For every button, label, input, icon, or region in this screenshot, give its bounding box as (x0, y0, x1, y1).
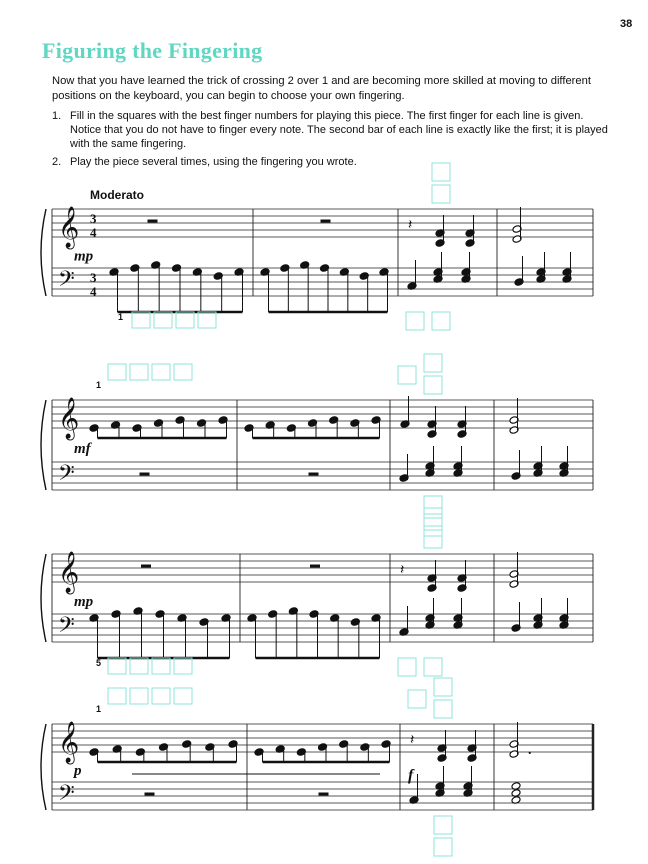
fingering-box (176, 312, 194, 328)
time-signature-bottom: 4 (90, 225, 97, 240)
staff-system (41, 678, 593, 856)
dynamic-marking: mp (74, 594, 94, 610)
fingering-box (432, 185, 450, 203)
time-signature-bottom: 4 (90, 284, 97, 299)
fingering-box (108, 688, 126, 704)
rest-icon (148, 220, 158, 223)
fingering-box (424, 530, 442, 548)
dynamic-marking: mf (74, 441, 91, 457)
fingering-box (174, 688, 192, 704)
brace (41, 400, 46, 490)
tempo-marking: Moderato (90, 188, 144, 202)
quarter-rest-icon: 𝄽 (410, 732, 415, 748)
brace (41, 209, 46, 296)
fingering-box (424, 658, 442, 676)
rest-icon (321, 220, 331, 223)
dynamic-marking: mp (74, 248, 94, 265)
fingering-box (108, 364, 126, 380)
given-finger-number: 1 (96, 380, 102, 390)
bass-clef-icon: 𝄢 (58, 613, 75, 643)
treble-clef-icon: 𝄞 (58, 722, 80, 763)
instruction-number: 1. (52, 110, 62, 122)
quarter-rest-icon: 𝄽 (400, 562, 405, 578)
fingering-box (434, 816, 452, 834)
fingering-box (434, 700, 452, 718)
fingering-box (152, 364, 170, 380)
fingering-box (174, 658, 192, 674)
rest-icon (309, 473, 319, 476)
given-finger-number: 1 (96, 704, 102, 714)
quarter-rest-icon: 𝄽 (408, 217, 413, 233)
rest-icon (145, 793, 155, 796)
bass-clef-icon: 𝄢 (58, 461, 75, 491)
brace (41, 554, 46, 642)
page-title: Figuring the Fingering (42, 38, 263, 63)
dynamic-marking: f (408, 767, 414, 784)
time-signature-top: 3 (90, 270, 97, 285)
fingering-box (434, 678, 452, 696)
instruction-text: Fill in the squares with the best finger numbers for playing this piece. The first finger for each line is given. Notice that you do not have to finger every note. The second bar of each line is exactly like the first; it is played with the same fingering. (70, 110, 608, 151)
given-finger-number: 1 (118, 312, 124, 322)
fingering-box (132, 312, 150, 328)
fingering-box (424, 518, 442, 536)
rest-icon (310, 565, 320, 568)
brace (41, 724, 46, 810)
fingering-box (398, 658, 416, 676)
given-finger-number: 5 (96, 658, 102, 668)
page-number: 38 (620, 18, 633, 30)
rest-icon (140, 473, 150, 476)
fingering-box (130, 364, 148, 380)
fingering-box (432, 163, 450, 181)
staff-system (41, 508, 593, 676)
instruction-number: 2. (52, 156, 62, 168)
bass-clef-icon: 𝄢 (58, 781, 75, 811)
rest-icon (141, 565, 151, 568)
dynamic-marking: p (74, 763, 82, 779)
intro-paragraph: Now that you have learned the trick of crossing 2 over 1 and are becoming more skilled at moving to different positions on the keyboard, you can begin to choose your own fingering. (52, 75, 591, 102)
fingering-box (130, 688, 148, 704)
time-signature-top: 3 (90, 211, 97, 226)
fingering-box (108, 658, 126, 674)
treble-clef-icon: 𝄞 (58, 207, 80, 248)
fingering-box (408, 690, 426, 708)
fingering-box (152, 658, 170, 674)
fingering-box (174, 364, 192, 380)
treble-clef-icon: 𝄞 (58, 398, 80, 439)
staff-system (41, 163, 593, 330)
fingering-box (152, 688, 170, 704)
fingering-box (424, 354, 442, 372)
fingering-box (432, 312, 450, 330)
rest-icon (319, 793, 329, 796)
fingering-box (398, 366, 416, 384)
treble-clef-icon: 𝄞 (58, 552, 80, 593)
fingering-box (424, 508, 442, 526)
fingering-box (406, 312, 424, 330)
fingering-box (434, 838, 452, 856)
fingering-box (198, 312, 216, 328)
bass-clef-icon: 𝄢 (58, 267, 75, 297)
staff-system (41, 354, 593, 536)
instruction-text: Play the piece several times, using the fingering you wrote. (70, 156, 357, 168)
dot: . (528, 743, 532, 758)
fingering-box (154, 312, 172, 328)
fingering-box (424, 496, 442, 514)
fingering-box (424, 376, 442, 394)
fingering-box (130, 658, 148, 674)
